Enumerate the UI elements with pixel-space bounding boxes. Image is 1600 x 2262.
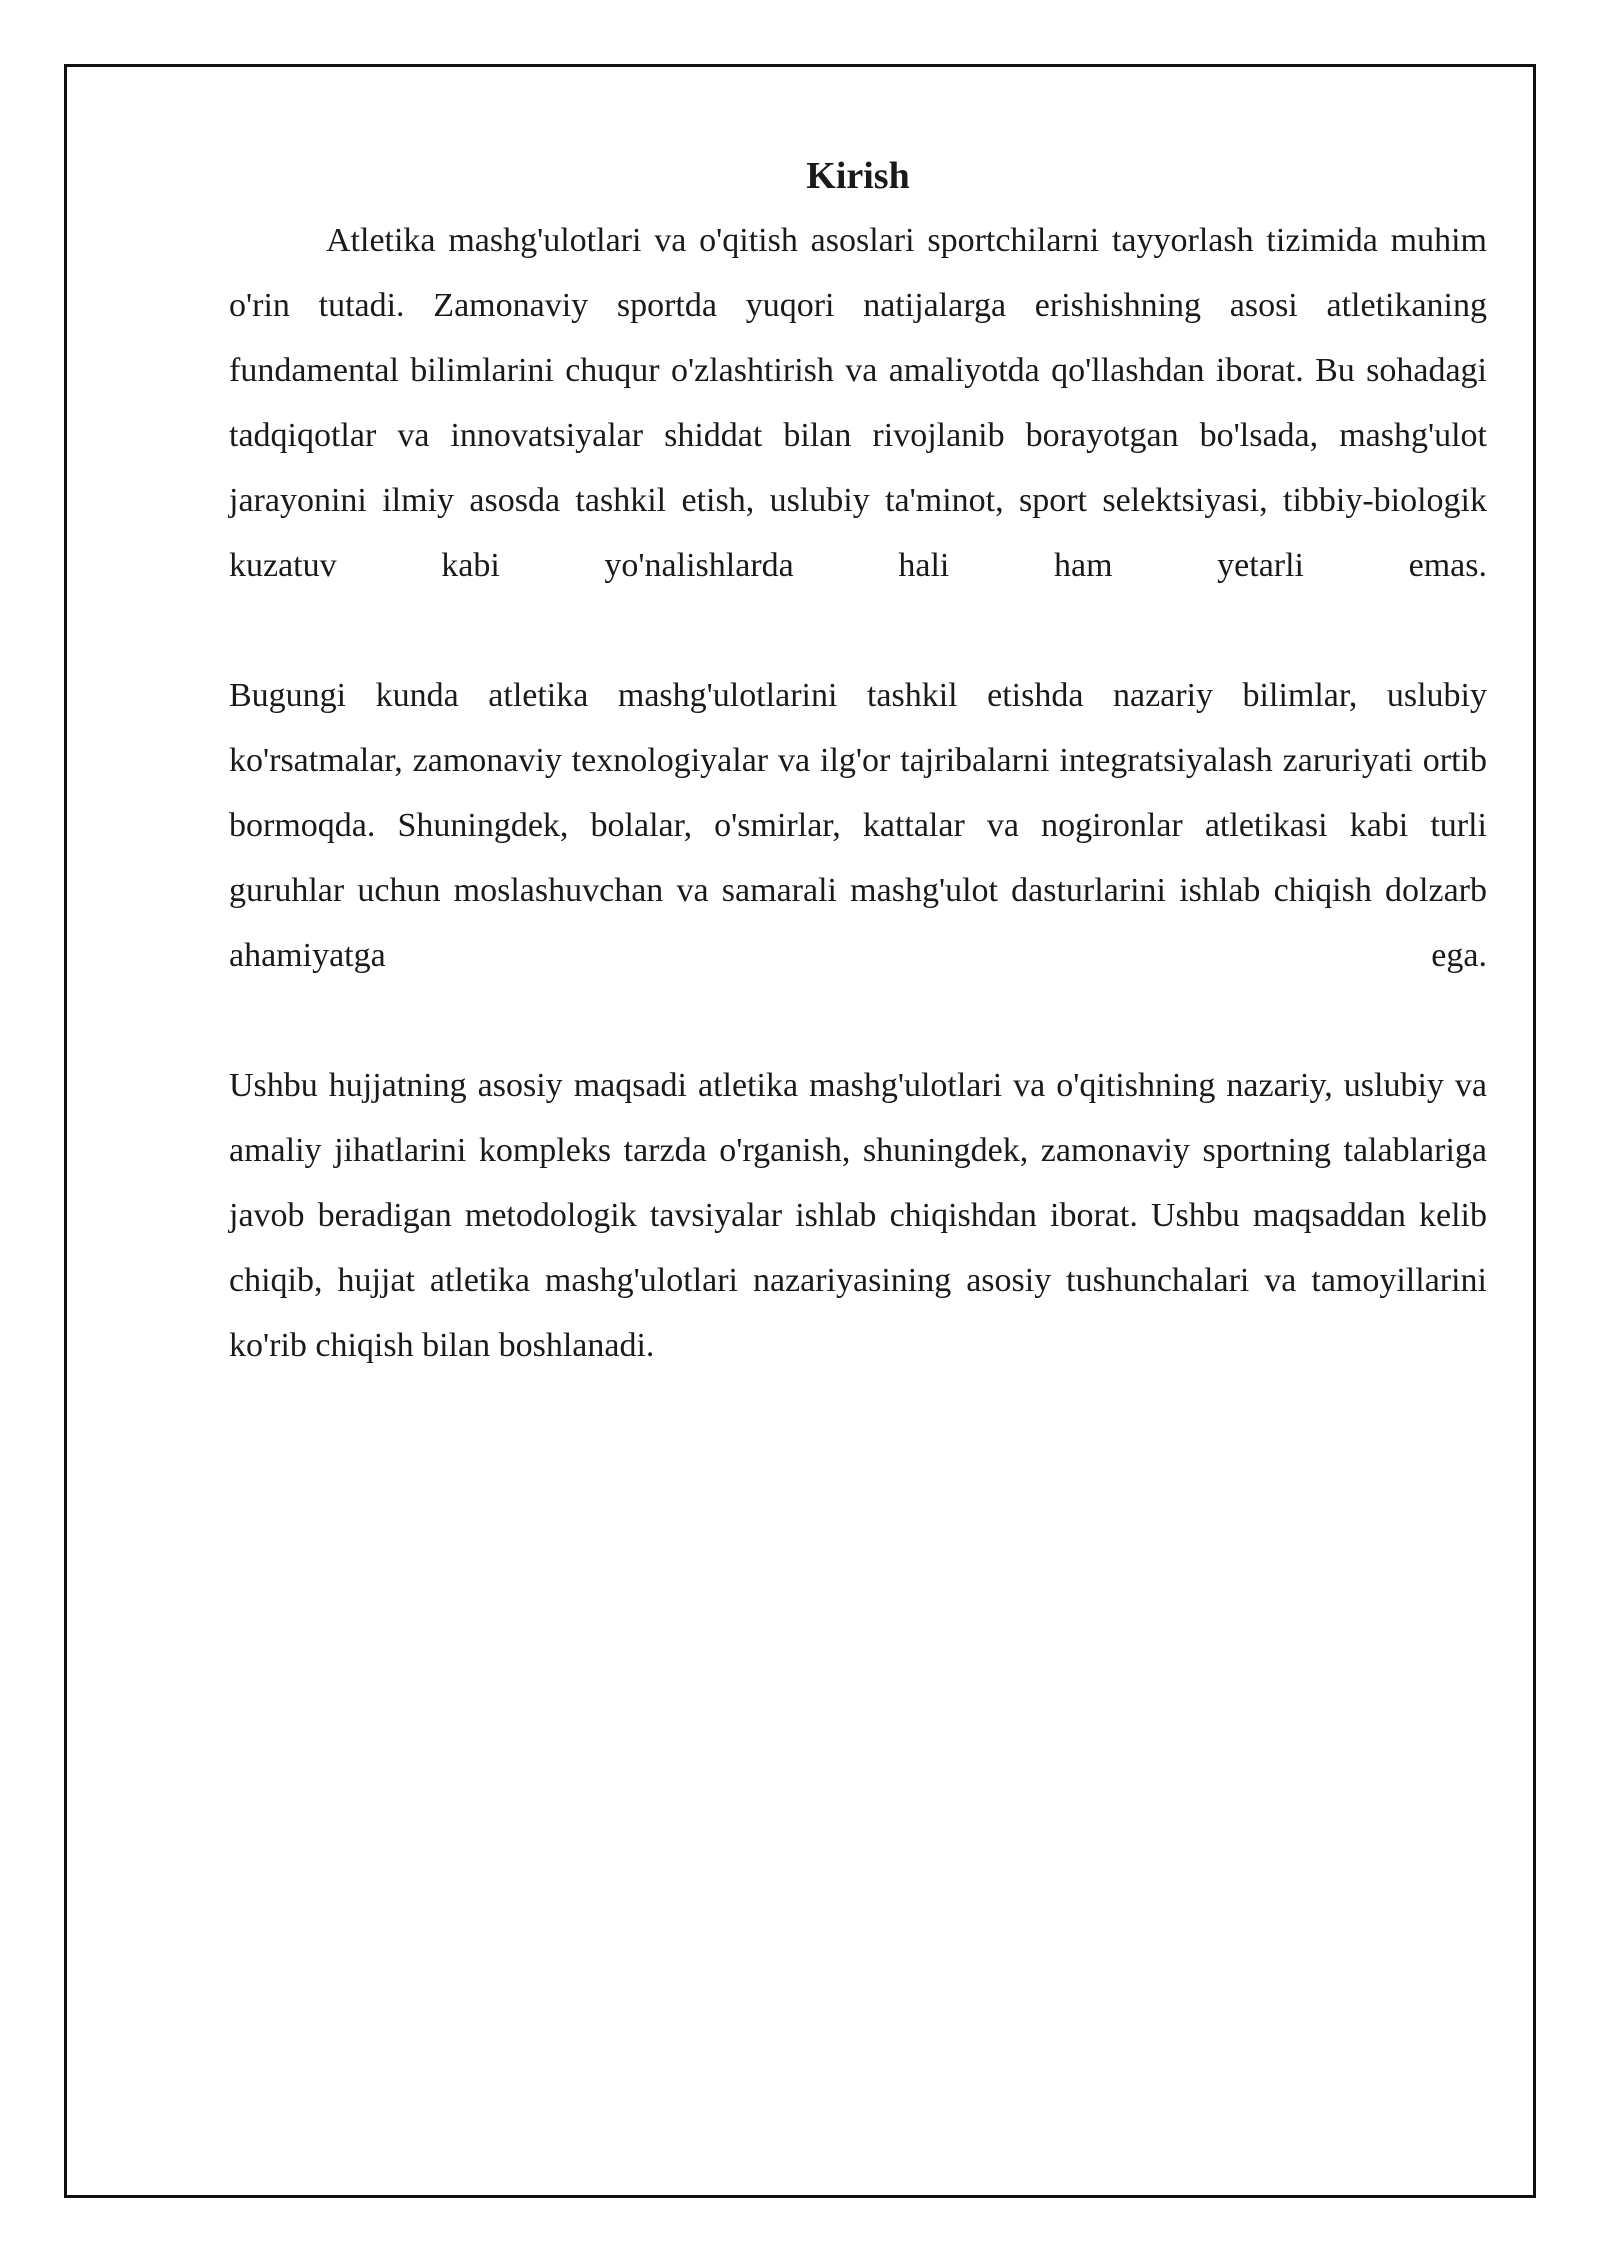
document-body [229, 150, 1487, 1378]
paragraph-spacer [229, 598, 1487, 663]
document-title: Kirish [806, 155, 910, 197]
paragraph-spacer [229, 988, 1487, 1053]
paragraph-intro: Atletika mashg'ulotlari va o'qitish asoslari sportchilarni tayyorlash tizimida muhim o'rin tutadi. Zamonaviy sportda yuqori natijalarga erishishning asosi atletikaning fundamental bilimlarini chuqur o'zlashtirish va amaliyotda qo'llashdan iborat. Bu sohadagi tadqiqotlar va innovatsiyalar shiddat bilan rivojlanib borayotgan bo'lsada, mashg'ulot jarayonini ilmiy asosda tashkil etish, uslubiy ta'minot, sport selektsiyasi, tibbiy-biologik kuzatuv kabi yo'nalishlarda hali ham yetarli emas. [229, 222, 1487, 584]
paragraph-relevance: Bugungi kunda atletika mashg'ulotlarini tashkil etishda nazariy bilimlar, uslubiy ko'rsatmalar, zamonaviy texnologiyalar va ilg'or tajribalarni integratsiyalash zaruriyati ortib bormoqda. Shuningdek, bolalar, o'smirlar, kattalar va nogironlar atletikasi kabi turli guruhlar uchun moslashuvchan va samarali mashg'ulot dasturlarini ishlab chiqish dolzarb ahamiyatga ega. [229, 677, 1487, 974]
paragraph-goal: Ushbu hujjatning asosiy maqsadi atletika mashg'ulotlari va o'qitishning nazariy, uslubiy va amaliy jihatlarini kompleks tarzda o'rganish, shuningdek, zamonaviy sportning talablariga javob beradigan metodologik tavsiyalar ishlab chiqishdan iborat. Ushbu maqsaddan kelib chiqib, hujjat atletika mashg'ulotlari nazariyasining asosiy tushunchalari va tamoyillarini ko'rib chiqish bilan boshlanadi. [229, 1067, 1487, 1364]
